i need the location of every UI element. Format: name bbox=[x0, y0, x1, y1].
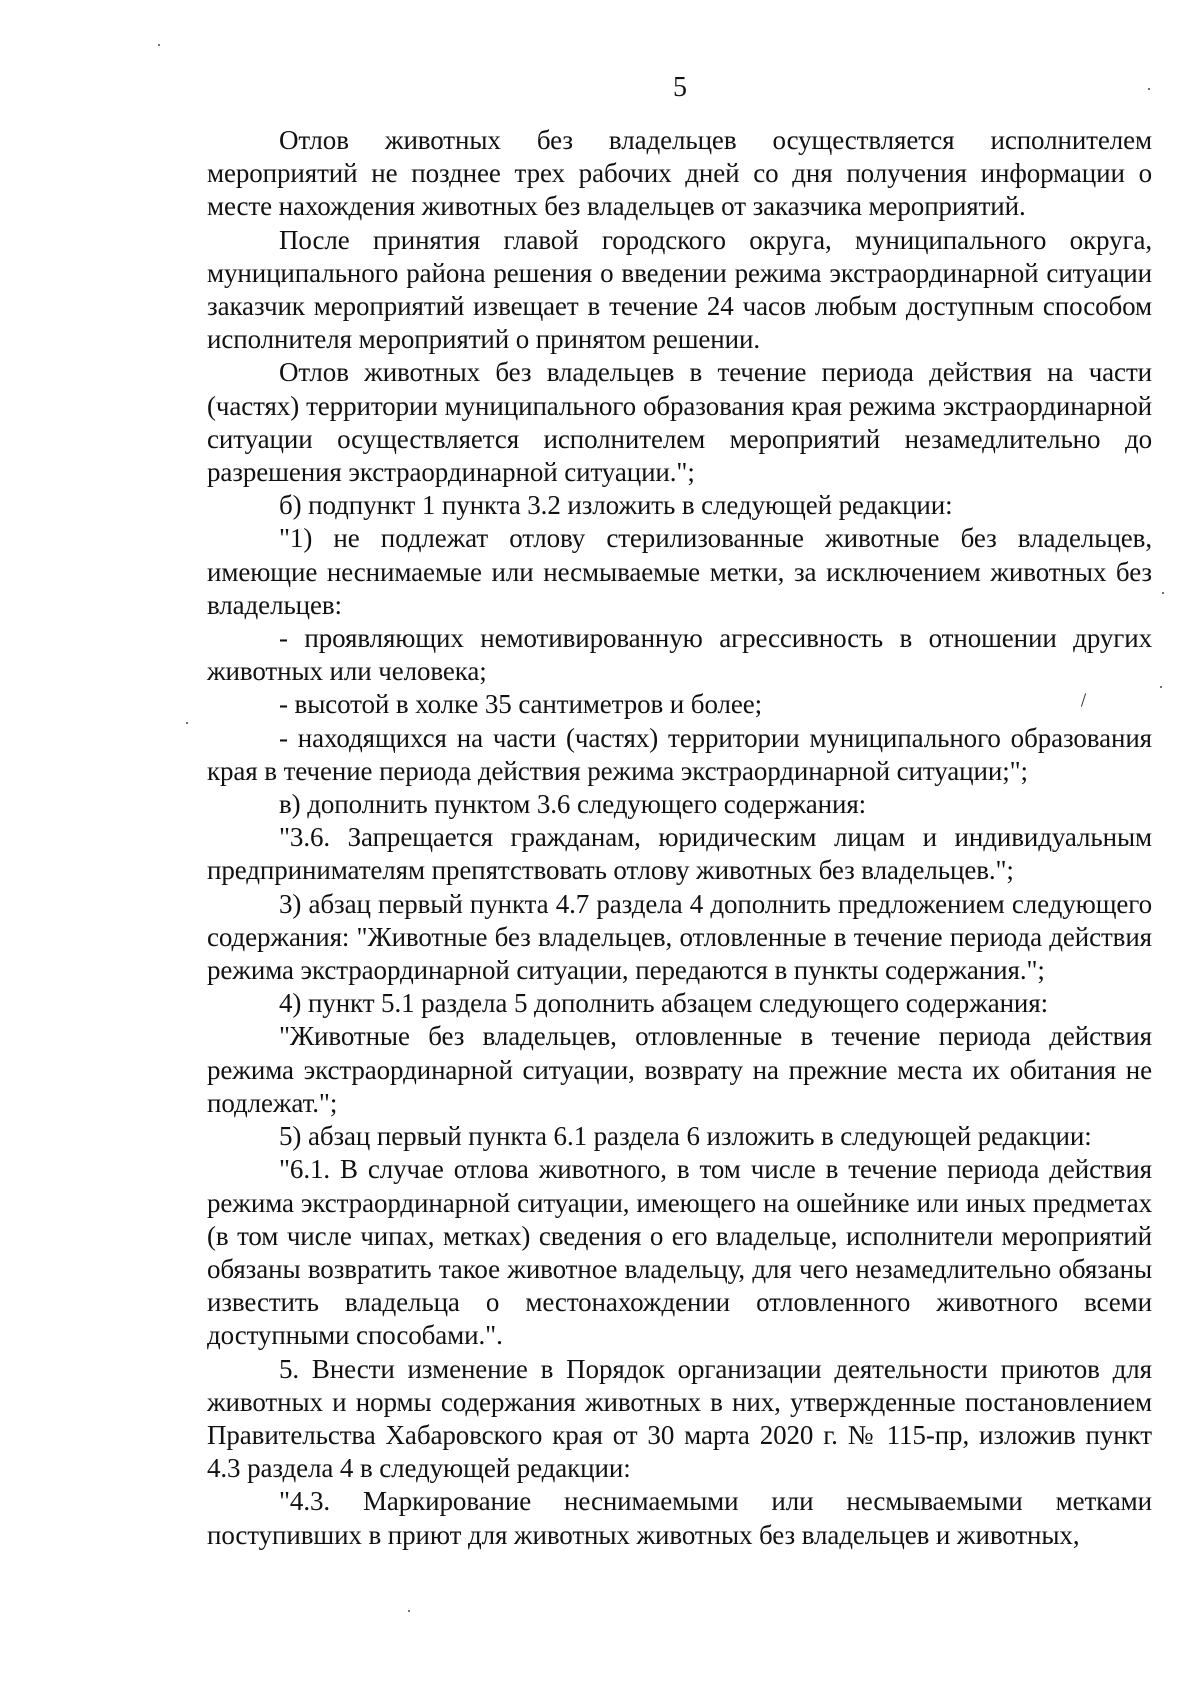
scan-speck bbox=[1148, 88, 1150, 90]
paragraph: 4) пункт 5.1 раздела 5 дополнить абзацем следующего содержания: bbox=[279, 988, 1049, 1019]
paragraph: - высотой в холке 35 сантиметров и более; bbox=[279, 689, 763, 720]
document-body bbox=[207, 124, 1152, 1552]
paragraph: б) подпункт 1 пункта 3.2 изложить в следующей редакции: bbox=[279, 490, 953, 521]
scan-speck bbox=[186, 722, 188, 724]
page-number: 5 bbox=[673, 72, 687, 103]
paragraph: в) дополнить пунктом 3.6 следующего содержания: bbox=[279, 789, 867, 820]
paragraph: После принятия главой городского округа, муниципального округа, муниципального района решения о введении режима экстраординарной ситуации заказчик мероприятий извещает в течение 24 часов любым доступным способом исполнителя мероприятий о принятом решении. bbox=[207, 224, 1152, 355]
scan-speck bbox=[1162, 592, 1164, 594]
scan-speck bbox=[158, 44, 160, 46]
paragraph: 3) абзац первый пункта 4.7 раздела 4 дополнить предложением следующего содержания: "Животные без владельцев, отловленные в течение периода действия режима экстраординарной ситуации, передаются в пункты содержания."; bbox=[207, 888, 1152, 986]
paragraph: "4.3. Маркирование неснимаемыми или несмываемыми метками поступивших в приют для животных животных без владельцев и животных, bbox=[207, 1486, 1152, 1550]
scan-speck bbox=[1160, 686, 1162, 688]
paragraph: Отлов животных без владельцев осуществляется исполнителем мероприятий не позднее трех рабочих дней со дня получения информации о месте нахождения животных без владельцев от заказчика мероприятий. bbox=[207, 125, 1152, 222]
paragraph: 5) абзац первый пункта 6.1 раздела 6 изложить в следующей редакции: bbox=[279, 1121, 1092, 1152]
paragraph: "1) не подлежат отлову стерилизованные животные без владельцев, имеющие неснимаемые или несмываемые метки, за исключением животных без владельцев: bbox=[207, 523, 1152, 620]
paragraph: "Животные без владельцев, отловленные в течение периода действия режима экстраординарной ситуации, возврату на прежние места их обитания не подлежат."; bbox=[207, 1021, 1152, 1118]
paragraph: - находящихся на части (частях) территории муниципального образования края в течение периода действия режима экстраординарной ситуации;"; bbox=[207, 722, 1152, 786]
paragraph: - проявляющих немотивированную агрессивность в отношении других животных или человека; bbox=[207, 623, 1152, 687]
paragraph: Отлов животных без владельцев в течение периода действия на части (частях) территории муниципального образования края режима экстраординарной ситуации осуществляется исполнителем мероприятий незамедлительно до разрешения экстраординарной ситуации."; bbox=[207, 357, 1152, 488]
paragraph: "6.1. В случае отлова животного, в том числе в течение периода действия режима экстраординарной ситуации, имеющего на ошейнике или иных предметах (в том числе чипах, метках) сведения о его владельце, исполнители мероприятий обязаны возвратить такое животное владельцу, для чего незамедлительно обязаны известить владельца о местонахождении отловленного животного всеми доступными способами.". bbox=[207, 1154, 1152, 1351]
paragraph: 5. Внести изменение в Порядок организации деятельности приютов для животных и нормы содержания животных в них, утвержденные постановлением Правительства Хабаровского края от 30 марта 2020 г. № 115-пр, изложив пункт 4.3 раздела 4 в следующей редакции: bbox=[207, 1353, 1152, 1484]
paragraph: "3.6. Запрещается гражданам, юридическим лицам и индивидуальным предпринимателям препятствовать отлову животных без владельцев."; bbox=[207, 822, 1152, 886]
scan-speck bbox=[408, 1610, 410, 1612]
